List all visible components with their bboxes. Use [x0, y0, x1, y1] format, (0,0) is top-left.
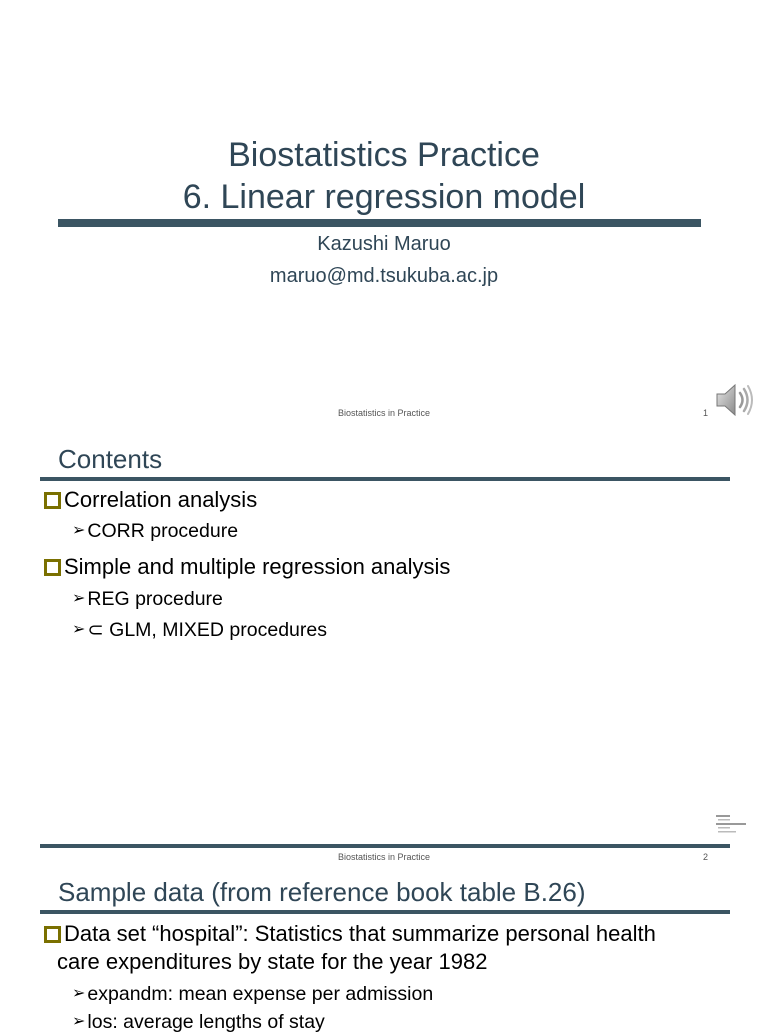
slide1-page-number: 1: [703, 408, 709, 418]
slide1-title-line1: Biostatistics Practice: [228, 136, 540, 174]
square-bullet-icon: [44, 492, 61, 509]
slide2-sub-bullet-label: REG procedure: [87, 588, 223, 610]
slide2-sub-bullet: [72, 617, 327, 643]
slide2-page-number: 2: [703, 852, 709, 862]
slide3-sub-bullet: [72, 1009, 325, 1035]
slide3-sub-bullet-label: los: average lengths of stay: [87, 1011, 325, 1033]
slide2-bullet-label: Simple and multiple regression analysis: [64, 554, 451, 579]
square-bullet-icon: [44, 559, 61, 576]
slide2-bottom-rule: [40, 844, 730, 848]
slide3-bullet-line1: Data set “hospital”: Statistics that summarize personal health: [64, 921, 656, 946]
slide1-title-line2: 6. Linear regression model: [182, 178, 586, 216]
arrow-bullet-icon: ➢: [72, 590, 86, 607]
slide2-sub-bullet: [72, 586, 223, 612]
slide2-bullet: [44, 486, 257, 514]
square-bullet-icon: [44, 926, 61, 943]
slide2-sub-bullet-label: CORR procedure: [87, 520, 239, 542]
slide3-sub-bullet: [72, 981, 433, 1007]
arrow-bullet-icon: ➢: [72, 1013, 86, 1030]
slide3-sub-bullet-label: expandm: mean expense per admission: [87, 983, 434, 1005]
slide2-sub-bullet: [72, 518, 238, 544]
slide3-heading-rule: [40, 910, 730, 914]
arrow-bullet-icon: ➢: [72, 621, 86, 638]
arrow-bullet-icon: ➢: [72, 985, 86, 1002]
slide1-title-rule: [58, 219, 701, 227]
slide2-sub-bullet-label: ⊂ GLM, MIXED procedures: [87, 619, 327, 641]
slide3-bullet-line2: care expenditures by state for the year 1982: [57, 949, 488, 974]
slide-outline-thumbnail-icon: [716, 815, 756, 837]
slide2-bullet: [44, 553, 450, 581]
slide2-footer: Biostatistics in Practice: [337, 852, 431, 862]
arrow-bullet-icon: ➢: [72, 522, 86, 539]
slide1-email: maruo@md.tsukuba.ac.jp: [269, 265, 499, 287]
slide2-bullet-label: Correlation analysis: [64, 487, 258, 512]
slide2-heading-rule: [40, 477, 730, 481]
slide3-heading: Sample data (from reference book table B.26): [58, 877, 586, 907]
slide2-heading: Contents: [58, 444, 163, 474]
slide3-bullet-continuation: [57, 948, 487, 976]
speaker-icon[interactable]: [714, 380, 756, 420]
slide1-author: Kazushi Maruo: [317, 233, 451, 255]
slide1-footer: Biostatistics in Practice: [337, 408, 431, 418]
slide3-bullet: [44, 920, 656, 948]
